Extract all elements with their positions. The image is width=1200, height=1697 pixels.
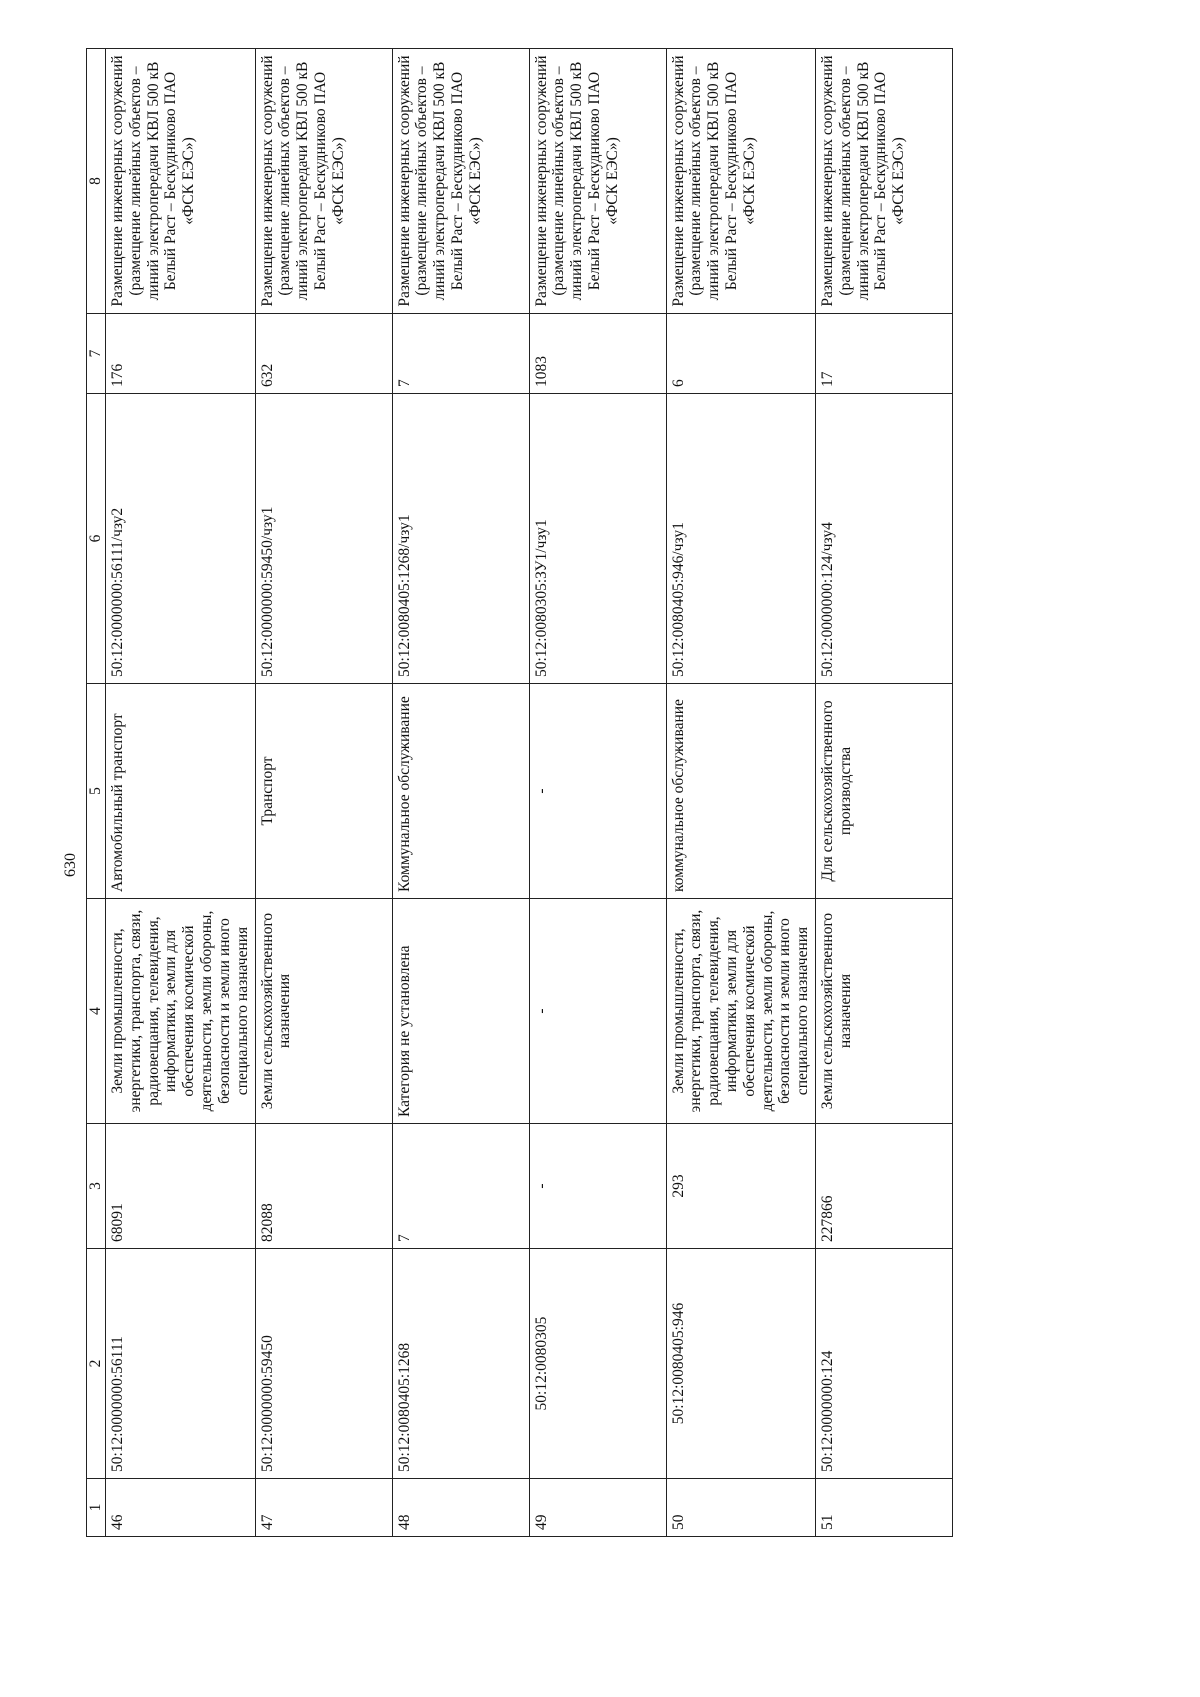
permitted-use: Коммунальное обслуживание <box>392 684 529 899</box>
purpose: Размещение инженерных сооружений (размещение линейных объектов – линий электропередачи КВЛ 500 кВ Белый Раст – Бескудниково ПАО «ФСК ЕЭС») <box>106 49 256 314</box>
purpose: Размещение инженерных сооружений (размещение линейных объектов – линий электропередачи КВЛ 500 кВ Белый Раст – Бескудниково ПАО «ФСК ЕЭС») <box>666 49 816 314</box>
zone-area: 176 <box>106 314 256 394</box>
zone-area: 1083 <box>529 314 666 394</box>
parcel-area: 227866 <box>816 1124 953 1249</box>
zone-number: 50:12:0080305:ЗУ1/чзу1 <box>529 394 666 684</box>
table-body <box>106 49 953 1537</box>
zone-number: 50:12:0080405:1268/чзу1 <box>392 394 529 684</box>
column-header: 2 <box>87 1249 106 1479</box>
cadastral-number: 50:12:0080405:1268 <box>392 1249 529 1479</box>
permitted-use: Транспорт <box>255 684 392 899</box>
column-number-row <box>87 49 106 1537</box>
parcel-area: 68091 <box>106 1124 256 1249</box>
permitted-use: Для сельскохозяйственного производства <box>816 684 953 899</box>
zone-number: 50:12:0000000:56111/чзу2 <box>106 394 256 684</box>
column-header: 5 <box>87 684 106 899</box>
land-category: Категория не установлена <box>392 899 529 1124</box>
zone-area: 7 <box>392 314 529 394</box>
row-number: 47 <box>255 1479 392 1537</box>
column-header: 1 <box>87 1479 106 1537</box>
table-header <box>87 49 106 1537</box>
row-number: 51 <box>816 1479 953 1537</box>
parcel-area: 82088 <box>255 1124 392 1249</box>
table-row <box>255 49 392 1537</box>
parcel-area: 293 <box>666 1124 816 1249</box>
column-header: 3 <box>87 1124 106 1249</box>
land-registry-table <box>86 48 953 1537</box>
row-number: 49 <box>529 1479 666 1537</box>
row-number: 48 <box>392 1479 529 1537</box>
zone-number: 50:12:0000000:124/чзу4 <box>816 394 953 684</box>
zone-area: 632 <box>255 314 392 394</box>
land-category: Земли промышленности, энергетики, транспорта, связи, радиовещания, телевидения, информатики, земли для обеспечения космической деятельности, земли обороны, безопасности и земли иного специального назначения <box>106 899 256 1124</box>
purpose: Размещение инженерных сооружений (размещение линейных объектов – линий электропередачи КВЛ 500 кВ Белый Раст – Бескудниково ПАО «ФСК ЕЭС») <box>816 49 953 314</box>
row-number: 46 <box>106 1479 256 1537</box>
table-row <box>529 49 666 1537</box>
row-number: 50 <box>666 1479 816 1537</box>
purpose: Размещение инженерных сооружений (размещение линейных объектов – линий электропередачи КВЛ 500 кВ Белый Раст – Бескудниково ПАО «ФСК ЕЭС») <box>529 49 666 314</box>
cadastral-number: 50:12:0000000:56111 <box>106 1249 256 1479</box>
cadastral-number: 50:12:0080405:946 <box>666 1249 816 1479</box>
parcel-area: 7 <box>392 1124 529 1249</box>
land-category: - <box>529 899 666 1124</box>
land-category: Земли сельскохозяйственного назначения <box>255 899 392 1124</box>
parcel-area: - <box>529 1124 666 1249</box>
table-row <box>816 49 953 1537</box>
permitted-use: Автомобильный транспорт <box>106 684 256 899</box>
zone-area: 17 <box>816 314 953 394</box>
zone-number: 50:12:0080405:946/чзу1 <box>666 394 816 684</box>
cadastral-number: 50:12:0000000:124 <box>816 1249 953 1479</box>
page-number: 630 <box>62 853 79 877</box>
cadastral-number: 50:12:0000000:59450 <box>255 1249 392 1479</box>
purpose: Размещение инженерных сооружений (размещение линейных объектов – линий электропередачи КВЛ 500 кВ Белый Раст – Бескудниково ПАО «ФСК ЕЭС») <box>255 49 392 314</box>
column-header: 7 <box>87 314 106 394</box>
table-row <box>666 49 816 1537</box>
table-row <box>106 49 256 1537</box>
land-category: Земли сельскохозяйственного назначения <box>816 899 953 1124</box>
zone-area: 6 <box>666 314 816 394</box>
land-category: Земли промышленности, энергетики, транспорта, связи, радиовещания, телевидения, информатики, земли для обеспечения космической деятельности, земли обороны, безопасности и земли иного специального назначения <box>666 899 816 1124</box>
column-header: 8 <box>87 49 106 314</box>
permitted-use: - <box>529 684 666 899</box>
column-header: 6 <box>87 394 106 684</box>
column-header: 4 <box>87 899 106 1124</box>
purpose: Размещение инженерных сооружений (размещение линейных объектов – линий электропередачи КВЛ 500 кВ Белый Раст – Бескудниково ПАО «ФСК ЕЭС») <box>392 49 529 314</box>
cadastral-number: 50:12:0080305 <box>529 1249 666 1479</box>
zone-number: 50:12:0000000:59450/чзу1 <box>255 394 392 684</box>
table-row <box>392 49 529 1537</box>
permitted-use: коммунальное обслуживание <box>666 684 816 899</box>
